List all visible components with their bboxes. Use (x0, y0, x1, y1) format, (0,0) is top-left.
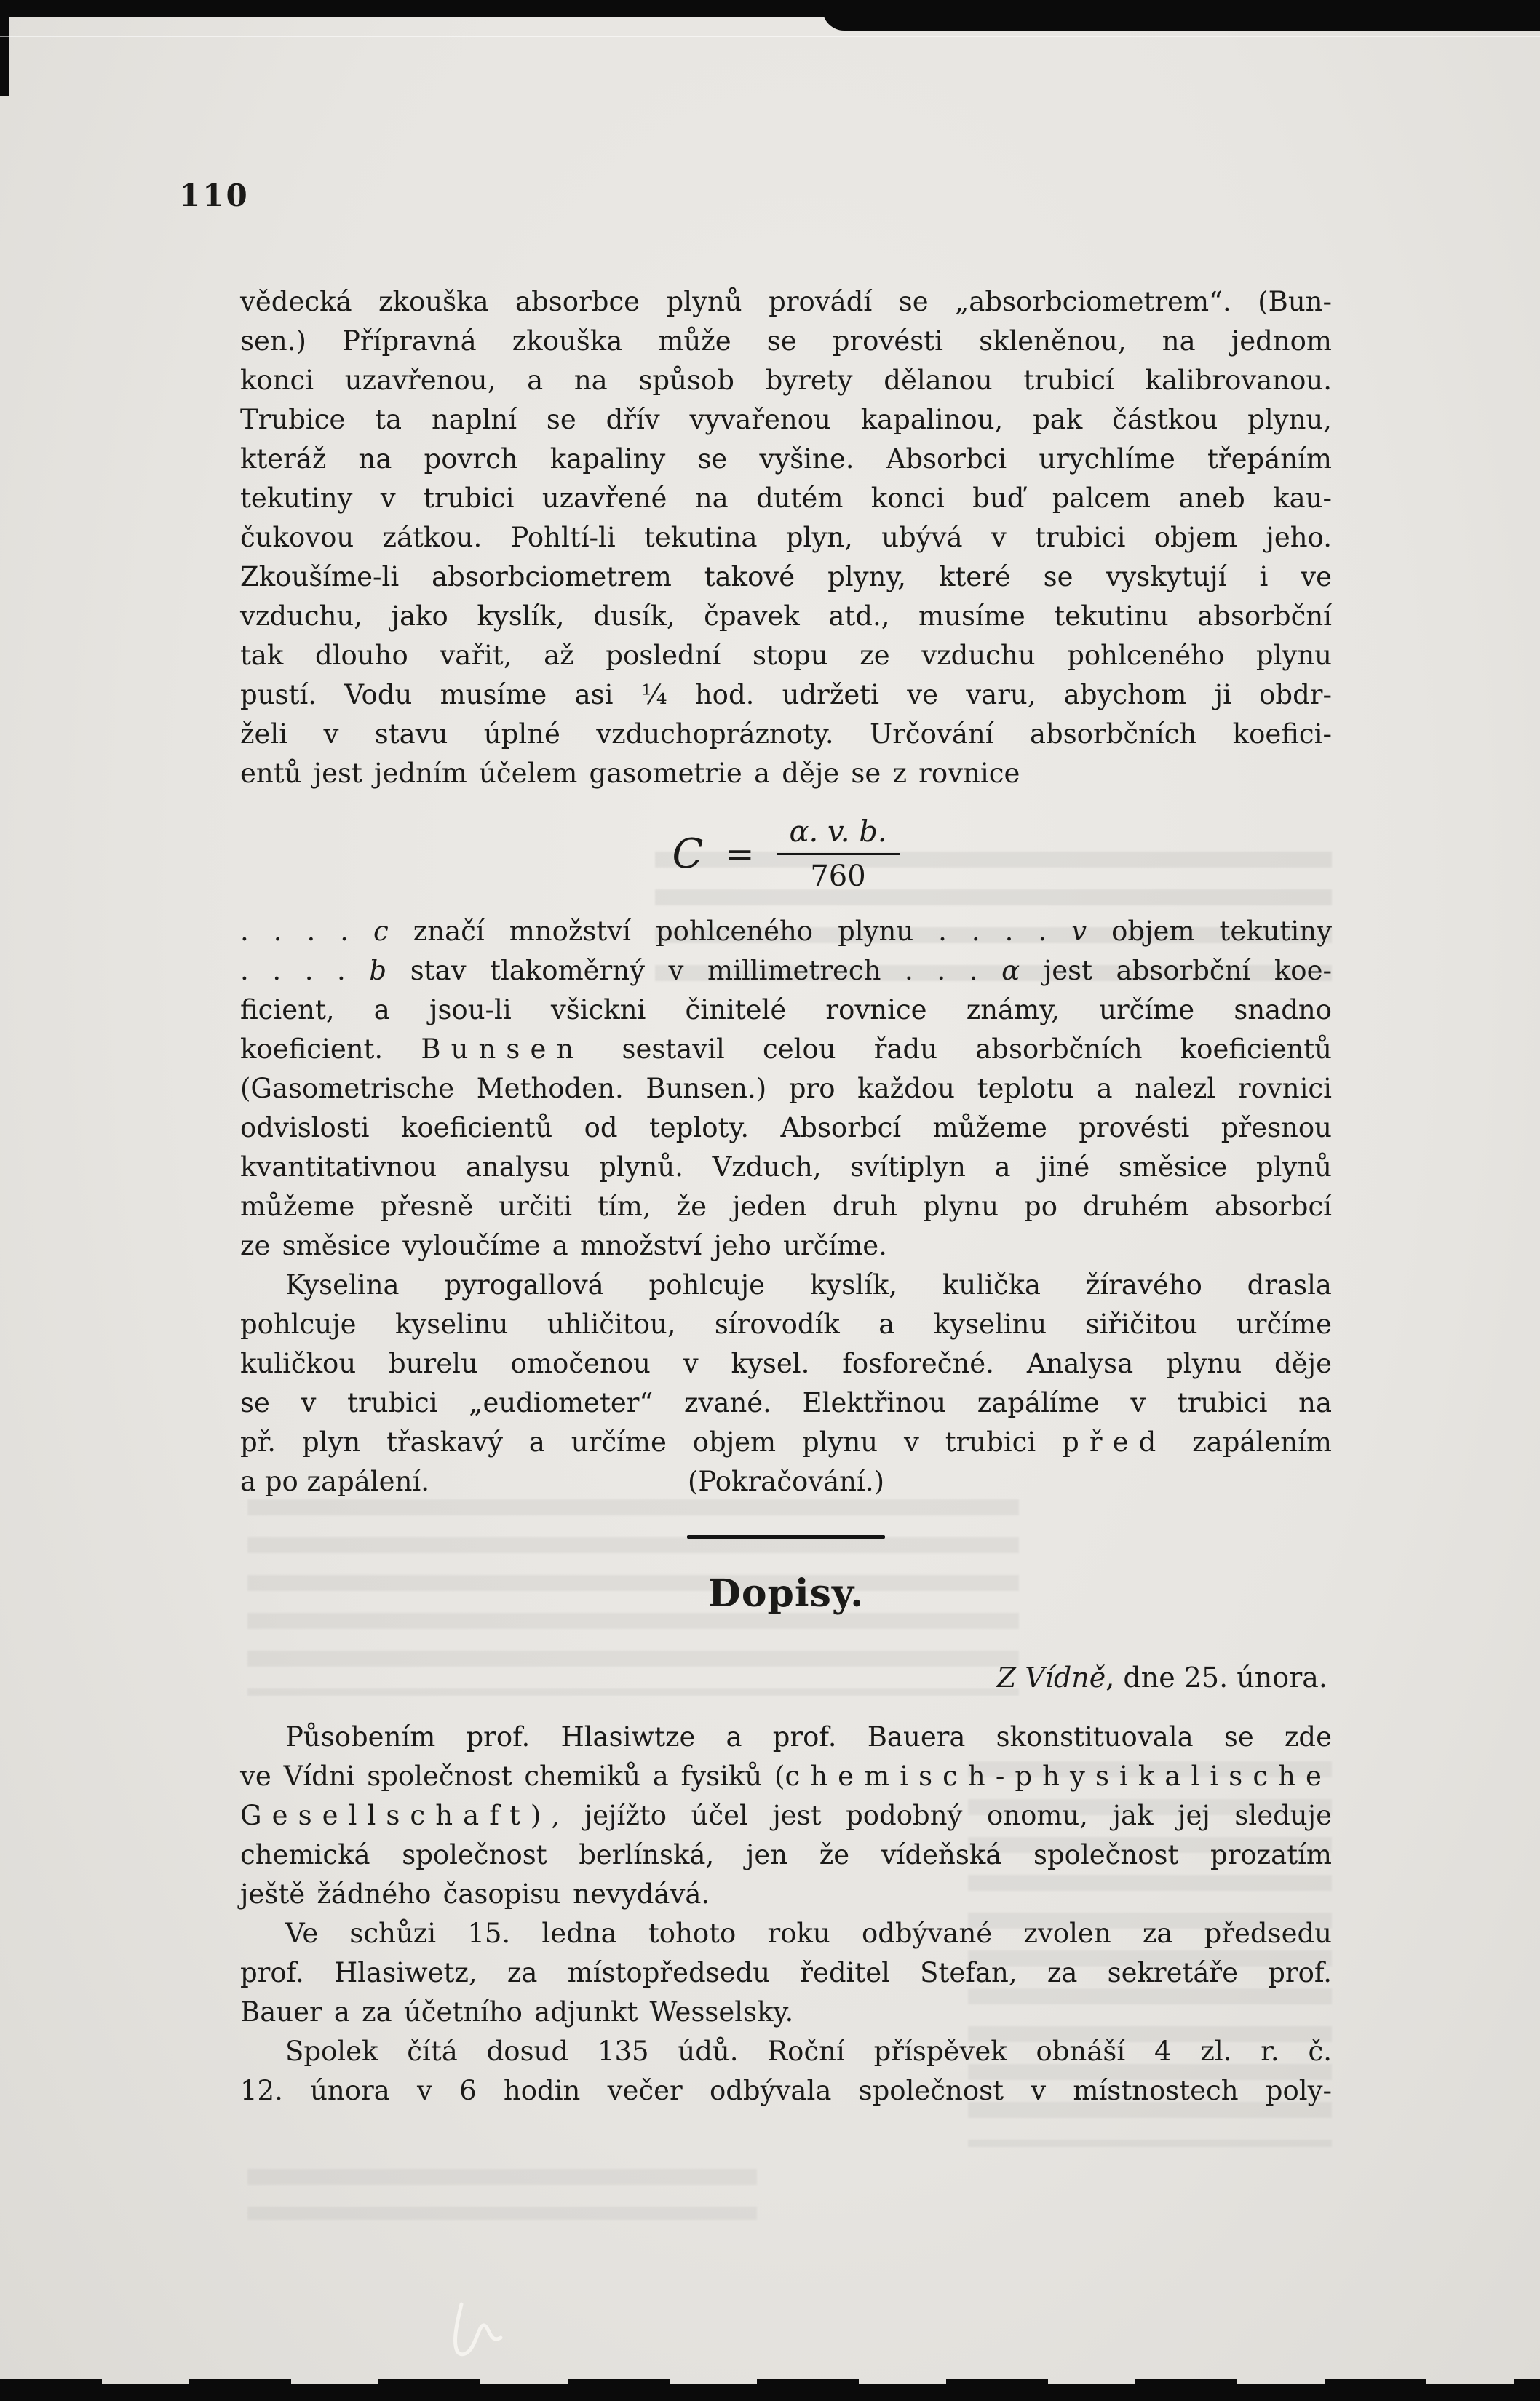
text-line: odvislosti koeficientů od teploty. Absorbcí můžeme provésti přesnou (240, 1112, 1332, 1143)
text-line: ze směsice vyloučíme a množství jeho určíme. (240, 1230, 887, 1261)
text-line: Ve schůzi 15. ledna tohoto roku odbývané zvolen za předsedu (285, 1918, 1332, 1949)
letters-dateline (240, 1658, 1332, 1697)
text-line: Zkoušíme-li absorbciometrem takové plyny, které se vyskytují i ve (240, 561, 1332, 592)
page-number: 110 (179, 178, 250, 213)
scan-artifact-line (0, 36, 1540, 37)
letters-heading: Dopisy. (707, 1571, 865, 1616)
text-line: kvantitativnou analysu plynů. Vzduch, svítiplyn a jiné směsice plynů (240, 1151, 1332, 1183)
text-line: prof. Hlasiwetz, za místopředsedu ředitel Stefan, za sekretáře prof. (240, 1957, 1332, 1988)
text-line: př. plyn třaskavý a určíme objem plynu v trubici před zapálením (240, 1426, 1332, 1458)
letterspaced-term: před (1062, 1426, 1167, 1458)
fraction-numerator: α. v. b. (789, 815, 887, 849)
letters-paragraph-1 (240, 1718, 1332, 1914)
fraction-denominator: 760 (777, 853, 900, 893)
continuation-note: (Pokračování.) (687, 1466, 885, 1497)
text-line: Gesellschaft), jejížto účel jest podobný onomu, jak jej sleduje (240, 1800, 1332, 1831)
paragraph-intro (240, 282, 1332, 793)
equals-sign: = (725, 833, 755, 875)
formula-lhs: C (672, 830, 704, 878)
paragraph-legend (240, 912, 1332, 1266)
text-line: . . . . c značí množství pohlceného plynu . . . . v objem tekutiny (240, 916, 1332, 947)
text-line: (Gasometrische Methoden. Bunsen.) pro každou teplotu a nalezl rovnici (240, 1073, 1332, 1104)
letterspaced-term: chemisch-physikalische (785, 1761, 1332, 1792)
italic-term: b (369, 955, 387, 986)
italic-term: v (1071, 916, 1087, 947)
text-line: pohlcuje kyselinu uhličitou, sírovodík a kyselinu siřičitou určíme (240, 1309, 1332, 1340)
text-line: se v trubici „eudiometer“ zvané. Elektřinou zapálíme v trubici na (240, 1387, 1332, 1418)
letterspaced-term: Bunsen (421, 1033, 584, 1065)
text-line: sen.) Přípravná zkouška může se provésti skleněnou, na jednom (240, 325, 1332, 357)
text-line: konci uzavřenou, a na spůsob byrety dělanou trubicí kalibrovanou. (240, 365, 1332, 396)
text-line: ficient, a jsou-li všickni činitelé rovnice známy, určíme snadno (240, 994, 1332, 1025)
letters-paragraph-3 (240, 2032, 1332, 2111)
text-line: Spolek čítá dosud 135 údů. Roční příspěvek obnáší 4 zl. r. č. (285, 2036, 1332, 2067)
text-line: Bauer a za účetního adjunkt Wesselsky. (240, 1996, 794, 2028)
text-line: vzduchu, jako kyslík, dusík, čpavek atd., musíme tekutinu absorbční (240, 600, 1332, 632)
text-line: entů jest jedním účelem gasometrie a děje se z rovnice (240, 758, 1020, 789)
text-column (240, 282, 1332, 2111)
bleed-through-ghost (247, 2147, 757, 2220)
text-line: ještě žádného časopisu nevydává. (240, 1878, 710, 1910)
italic-term: c (373, 916, 389, 947)
text-line: Působením prof. Hlasiwtze a prof. Bauera skonstituovala se zde (285, 1721, 1332, 1753)
text-line: ve Vídni společnost chemiků a fysiků (chemisch-physikalische (240, 1761, 1332, 1792)
scan-edge-left (0, 0, 9, 96)
dateline-date: , dne 25. února. (1106, 1662, 1327, 1694)
text-line: Kyselina pyrogallová pohlcuje kyslík, kulička žíravého drasla (285, 1269, 1332, 1301)
text-line: kuličkou burelu omočenou v kysel. fosforečné. Analysa plynu děje (240, 1348, 1332, 1379)
text-line: koeficient. Bunsen sestavil celou řadu absorbčních koeficientů (240, 1033, 1332, 1065)
text-line: vědecká zkouška absorbce plynů provádí se „absorbciometrem“. (Bun- (240, 286, 1332, 317)
text-line: můžeme přesně určiti tím, že jeden druh plynu po druhém absorbcí (240, 1191, 1332, 1222)
paragraph-gas-analysis (240, 1266, 1332, 1462)
text-line: kteráž na povrch kapaliny se vyšine. Absorbci urychlíme třepáním (240, 443, 1332, 475)
section-divider (687, 1535, 885, 1539)
text-line: čukovou zátkou. Pohltí-li tekutina plyn, ubývá v trubici objem jeho. (240, 522, 1332, 553)
text-line: pustí. Vodu musíme asi ¼ hod. udržeti ve varu, abychom ji obdr- (240, 679, 1332, 710)
text-line: tak dlouho vařit, až poslední stopu ze vzduchu pohlceného plynu (240, 640, 1332, 671)
fraction (777, 815, 900, 893)
letters-paragraph-2 (240, 1914, 1332, 2032)
text-line: chemická společnost berlínská, jen že vídeňská společnost prozatím (240, 1839, 1332, 1870)
italic-term: α (1001, 955, 1020, 986)
text-line: želi v stavu úplné vzduchopráznoty. Určování absorbčních koefici- (240, 718, 1332, 750)
closing-text: a po zapálení. (240, 1466, 429, 1497)
scan-edge-top-right (822, 0, 1540, 31)
text-line: tekutiny v trubici uzavřené na dutém konci buď palcem aneb kau- (240, 483, 1332, 514)
white-scratch-mark (450, 2300, 523, 2358)
closing-line (240, 1462, 1332, 1501)
formula (240, 815, 1332, 893)
scan-edge-bottom (0, 2384, 1540, 2401)
letterspaced-term: Gesellschaft) (240, 1800, 552, 1831)
dateline-place: Z Vídně (996, 1662, 1106, 1694)
text-line: Trubice ta naplní se dřív vyvařenou kapalinou, pak částkou plynu, (240, 404, 1332, 435)
letters-body (240, 1718, 1332, 2111)
text-line: . . . . b stav tlakoměrný v millimetrech . . . α jest absorbční koe- (240, 955, 1332, 986)
text-line: 12. února v 6 hodin večer odbývala společnost v místnostech poly- (240, 2075, 1332, 2106)
